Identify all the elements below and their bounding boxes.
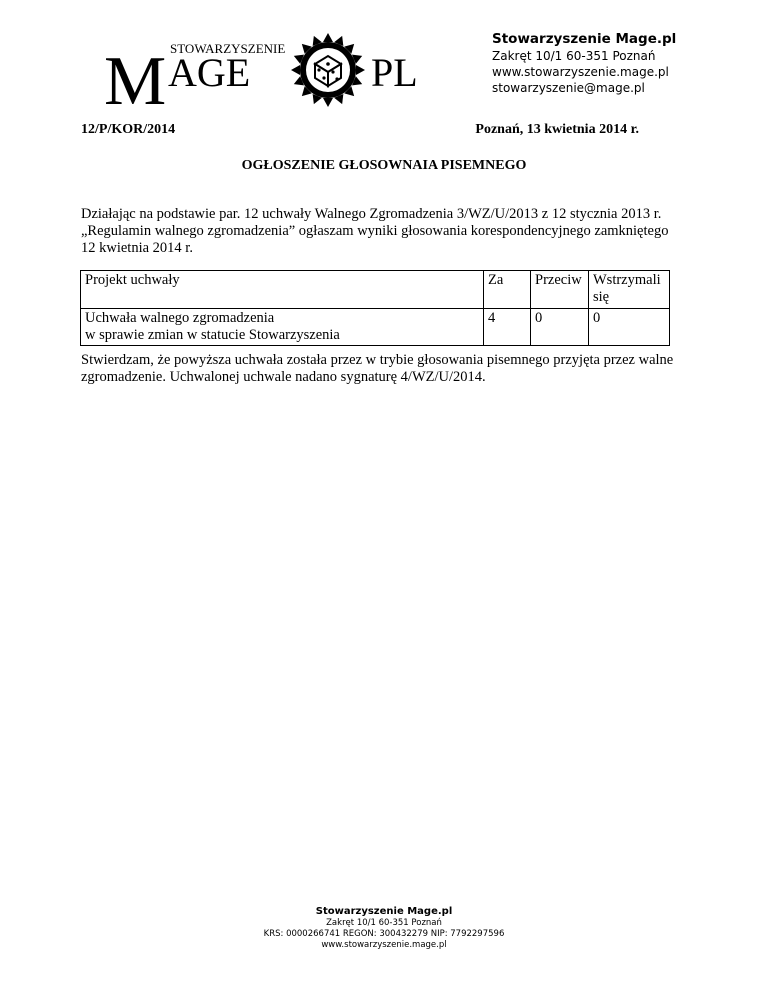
cell-za: 4 [484, 309, 531, 346]
logo-emblem-icon [291, 33, 365, 107]
cell-wstrzymali: 0 [589, 309, 670, 346]
logo-big-m: M [104, 43, 167, 108]
logo [96, 30, 442, 108]
document-reference: 12/P/KOR/2014 [81, 122, 176, 137]
footer-org: Stowarzyszenie Mage.pl [315, 906, 453, 917]
logo-top-text: STOWARZYSZENIE [170, 41, 286, 56]
cell-project [81, 309, 484, 346]
footer-registry: KRS: 0000266741 REGON: 300432279 NIP: 7792297596 [263, 929, 505, 939]
intro-paragraph: Działając na podstawie par. 12 uchwały Walnego Zgromadzenia 3/WZ/U/2013 z 12 stycznia 2013 r. „Regulamin walnego zgromadzenia” ogłaszam wyniki głosowania korespondencyjnego zamkniętego 12 kwietnia 2014 r. [81, 206, 669, 256]
footer [0, 905, 768, 951]
vote-results-table [80, 270, 670, 346]
result-paragraph: Stwierdzam, że powyższa uchwała została przez w trybie głosowania pisemnego przyjęta przez walne zgromadzenie. Uchwalonej uchwale nadano sygnaturę 4/WZ/U/2014. [81, 352, 674, 385]
header-org: Stowarzyszenie Mage.pl [492, 31, 677, 47]
logo-word: AGE [168, 50, 251, 95]
cell-przeciw: 0 [531, 309, 589, 346]
logo-suffix: PL [371, 50, 418, 95]
header-contact [492, 31, 676, 96]
header-wstrzymali: Wstrzymali się [589, 271, 670, 309]
project-line-2: w sprawie zmian w statucie Stowarzyszenia [85, 327, 340, 343]
logo-graphic [96, 30, 442, 108]
header-email: stowarzyszenie@mage.pl [492, 81, 645, 95]
header-za: Za [484, 271, 531, 309]
header-project: Projekt uchwały [81, 271, 484, 309]
table-row [81, 309, 670, 346]
header-address: Zakręt 10/1 60-351 Poznań [492, 49, 656, 63]
table-header-row [81, 271, 670, 309]
footer-website: www.stowarzyszenie.mage.pl [321, 940, 447, 950]
header-website: www.stowarzyszenie.mage.pl [492, 65, 669, 79]
document-date: Poznań, 13 kwietnia 2014 r. [475, 122, 639, 137]
project-line-1: Uchwała walnego zgromadzenia [85, 310, 275, 326]
document-title: OGŁOSZENIE GŁOSOWNAIA PISEMNEGO [241, 158, 527, 173]
header-przeciw: Przeciw [531, 271, 589, 309]
footer-address: Zakręt 10/1 60-351 Poznań [326, 918, 442, 928]
